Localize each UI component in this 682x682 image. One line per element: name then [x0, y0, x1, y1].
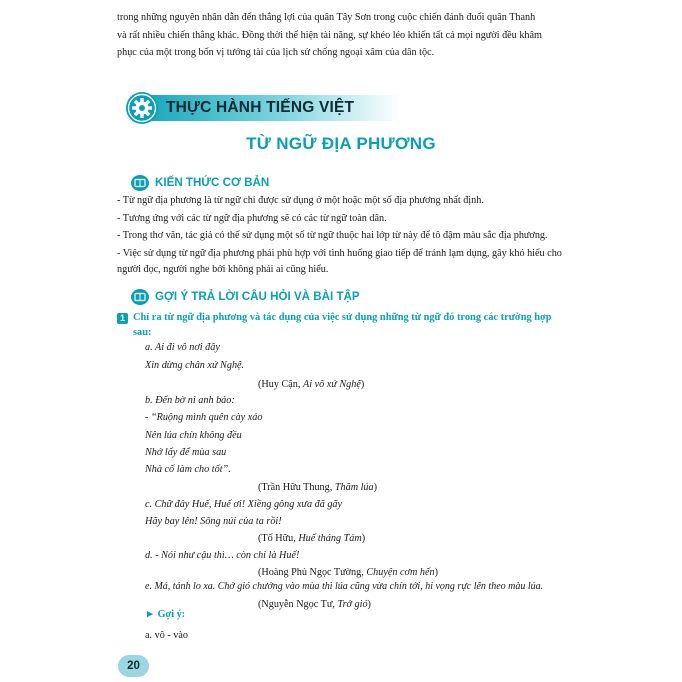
- question-text: Chỉ ra từ ngữ địa phương và tác dụng của việc sử dụng những từ ngữ đó trong các trường hợp sau:: [133, 312, 552, 338]
- knowledge-bullet-2: - Tương ứng với các từ ngữ địa phương sẽ có các từ ngữ toàn dân.: [117, 213, 387, 224]
- example-b-line-4: Nhớ lấy để mùa sau: [145, 447, 227, 458]
- banner-title: THỰC HÀNH TIẾNG VIỆT: [166, 99, 355, 116]
- section-banner: [120, 90, 401, 126]
- page-number: 20: [118, 655, 149, 677]
- knowledge-bullet-4: - Việc sử dụng từ ngữ địa phương phải phù hợp với tình huống giao tiếp để tránh lạm dụng, gây khó hiểu cho người đọc, người nghe bởi không phải ai cũng hiểu.: [117, 248, 562, 275]
- example-b-line-2: - “Ruộng mình quên cày xáo: [145, 412, 263, 423]
- lesson-title: TỪ NGỮ ĐỊA PHƯƠNG: [246, 134, 436, 153]
- example-c-line-1: c. Chữ đây Huế, Huế ơi! Xiềng gông xưa đã gãy: [145, 499, 343, 510]
- intro-line-3: phục của một trong bốn vị tướng tài của lịch sử chống ngoại xâm của dân tộc.: [117, 47, 435, 58]
- example-a-line-1: a. Ai đi vô nơi đây: [145, 342, 220, 353]
- knowledge-bullet-1: - Từ ngữ địa phương là từ ngữ chỉ được sử dụng ở một hoặc một số địa phương nhất định.: [117, 195, 484, 206]
- section-title-knowledge: KIẾN THỨC CƠ BẢN: [155, 176, 270, 189]
- example-b-line-1: b. Đến bờ ni anh bảo:: [145, 395, 235, 406]
- book-icon: [131, 289, 149, 305]
- book-icon: [131, 175, 149, 191]
- intro-line-1: trong những nguyên nhân dẫn đến thắng lợi của quân Tây Sơn trong cuộc chiến đánh đuổi quân Thanh: [117, 12, 536, 23]
- knowledge-bullet-3: - Trong thơ văn, tác giả có thể sử dụng một số từ ngữ thuộc hai lớp từ này để tô đậm màu sắc địa phương.: [117, 230, 548, 241]
- example-c-source: (Tố Hữu, Huế tháng Tám): [258, 533, 366, 544]
- example-a-source: (Huy Cận, Ai vô xứ Nghệ): [258, 379, 365, 390]
- section-title-exercises: GỢI Ý TRẢ LỜI CÂU HỎI VÀ BÀI TẬP: [155, 290, 360, 303]
- example-e-source: (Nguyễn Ngọc Tư, Trở gió): [258, 599, 371, 610]
- intro-line-2: và rất nhiều chiến thắng khác. Đồng thời thể hiện tài năng, sự khéo léo khiến tất cả mọi người đều khâm: [117, 29, 542, 41]
- hint-answer-a: a. vô - vào: [145, 630, 188, 641]
- example-b-source: (Trần Hữu Thung, Thăm lúa): [258, 482, 378, 493]
- hint-label: ► Gợi ý:: [145, 609, 186, 620]
- example-d-source: (Hoàng Phủ Ngọc Tường, Chuyện cơm hến): [258, 567, 438, 578]
- example-e-line-1: e. Má, tánh lo xa. Chớ gió chướng vào mùa thì lúa cũng vừa chín tới, hi vọng rực lên theo màu lúa.: [145, 581, 544, 592]
- example-b-line-3: Nên lúa chín không đều: [145, 430, 242, 441]
- example-d-line-1: d. - Nói như cậu thì… còn chi là Huế!: [145, 550, 300, 561]
- gear-icon: [125, 91, 159, 125]
- intro-paragraph: [117, 9, 562, 62]
- example-a-line-2: Xin dừng chân xứ Nghệ.: [145, 360, 245, 371]
- example-c-line-2: Hãy bay lên! Sông núi của ta rồi!: [145, 516, 282, 527]
- question-number-badge: 1: [117, 313, 128, 324]
- example-b-line-5: Nhà cố làm cho tốt”.: [145, 464, 231, 475]
